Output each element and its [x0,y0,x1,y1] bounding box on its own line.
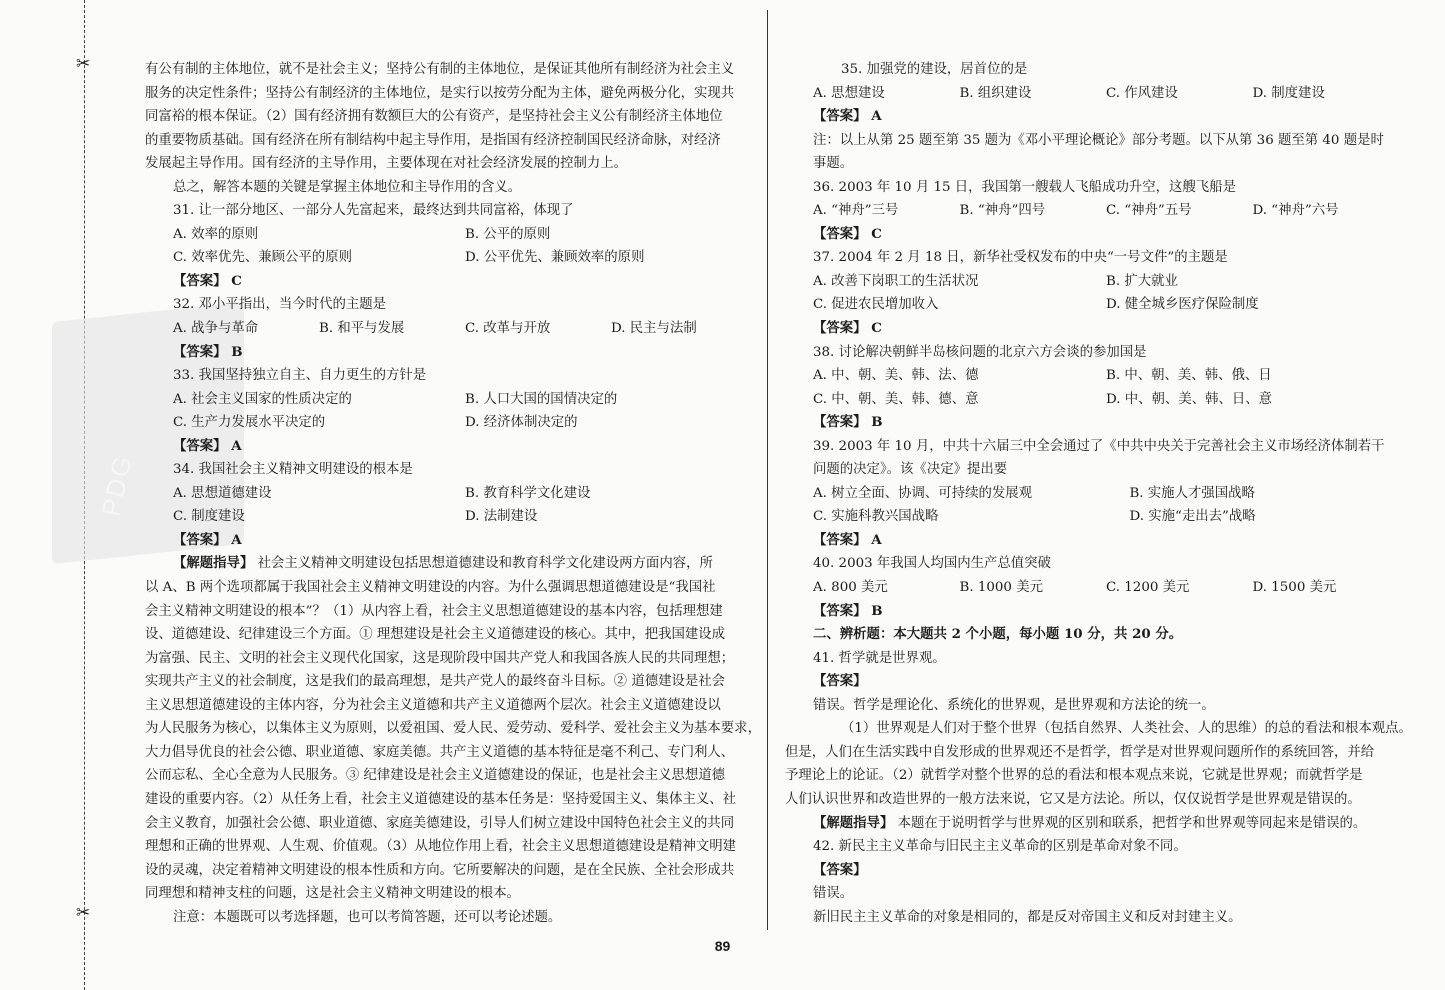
body-line: 公而忘私、全心全意为人民服务。③ 纪律建设是社会主义道德建设的保证，也是社会主义思想道德 [145,768,726,784]
option: D. 制度建设 [1252,85,1325,101]
answer-label: 【答案】 [813,861,867,878]
guide-paragraph [813,812,1399,836]
option: D. 经济体制决定的 [465,415,578,431]
option: C. 效率优先、兼顾公平的原则 [173,250,352,266]
question-stem: 33. 我国坚持独立自主、自力更生的方针是 [173,368,427,384]
body-line: 发展起主导作用。国有经济的主导作用，主要体现在对社会经济发展的控制力上。 [145,156,628,172]
body-line: 主义思想道德建设的主体内容，分为社会主义道德和共产主义道德两个层次。社会主义道德建设以 [145,697,721,713]
guide-label: 【解题指导】 [173,555,254,572]
question-stem: 35. 加强党的建设，居首位的是 [841,62,1028,77]
options-row [813,576,1399,600]
options-row [145,482,757,506]
option: A. 思想道德建设 [173,485,272,501]
body-line: 同理想和精神支柱的问题，这是社会主义精神文明建设的根本。 [145,886,520,902]
options-row [813,505,1399,529]
option: B. 教育科学文化建设 [465,485,591,501]
answer-verdict: 错误。 [813,886,854,902]
option: D. 中、朝、美、韩、日、意 [1106,391,1273,407]
question-stem: 32. 邓小平指出，当今时代的主题是 [173,297,387,313]
option: D. 民主与法制 [611,321,697,337]
question-stem: 42. 新民主主义革命与旧民主主义革命的区别是革命对象不同。 [813,839,1187,855]
option: C. 中、朝、美、韩、德、意 [813,391,979,407]
guide-text: 社会主义精神文明建设包括思想道德建设和教育科学文化建设两方面内容，所 [253,556,713,572]
note-line: 注意：本题既可以考选择题，也可以考简答题，还可以考论述题。 [173,909,562,925]
body-line: 实现共产主义的社会制度，这是我们的最高理想，是共产党人的最终奋斗目标。② 道德建设是社会 [145,674,726,690]
body-line: 新旧民主主义革命的对象是相同的，都是反对帝国主义和反对封建主义。 [813,909,1242,925]
answer-label: 【答案】 A [813,531,882,548]
option: C. 生产力发展水平决定的 [173,415,326,431]
answer-label: 【答案】 A [173,437,242,454]
body-line: 理想和正确的世界观、人生观、价值观。（3）从地位作用上看，社会主义思想道德建设是精神文明建 [145,839,737,855]
scissors-icon: ✂ [76,903,91,923]
option: A. 改善下岗职工的生活状况 [813,273,979,289]
body-line: 以 A、B 两个选项都属于我国社会主义精神文明建设的内容。为什么强调思想道德建设是“我国社 [145,580,716,596]
section-heading: 二、辨析题：本大题共 2 个小题，每小题 10 分，共 20 分。 [813,626,1183,643]
option: A. 中、朝、美、韩、法、德 [813,368,979,384]
question-stem: 31. 让一部分地区、一部分人先富起来，最终达到共同富裕，体现了 [173,203,574,219]
options-row [145,505,757,529]
option: B. 实施人才强国战略 [1129,485,1255,501]
answer-label: 【答案】 A [813,108,882,125]
question-stem: 36. 2003 年 10 月 15 日，我国第一艘载人飞船成功升空，这艘飞船是 [813,179,1236,195]
answer-label: 【答案】 [813,673,867,690]
options-row [145,317,757,341]
body-line: 会主义教育，加强社会公德、职业道德、家庭美德建设，引导人们树立建设中国特色社会主义的共同 [145,815,735,831]
question-stem: 40. 2003 年我国人均国内生产总值突破 [813,556,1051,572]
option: A. 思想建设 [813,85,885,101]
option: B. 公平的原则 [465,226,551,242]
body-line: 大力倡导优良的社会公德、职业道德、家庭美德。共产主义道德的基本特征是毫不利己、专门利人、 [145,744,735,760]
guide-paragraph [145,552,757,576]
options-row [813,482,1399,506]
option: A. 社会主义国家的性质决定的 [173,391,352,407]
question-stem: 37. 2004 年 2 月 18 日，新华社受权发布的中央“一号文件”的主题是 [813,250,1228,266]
options-row [813,388,1399,412]
option: A. “神舟”三号 [813,203,899,219]
body-line: 为富强、民主、文明的社会主义现代化国家，这是现阶段中国共产党人和我国各族人民的共同理想； [145,650,735,666]
option: B. 人口大国的国情决定的 [465,391,618,407]
option: C. 1200 美元 [1106,580,1190,596]
option: B. 中、朝、美、韩、俄、日 [1106,368,1272,384]
body-line: 但是，人们在生活实践中自发形成的世界观还不是哲学，哲学是对世界观问题所作的系统回答，并给 [785,744,1375,760]
guide-text: 本题在于说明哲学与世界观的区别和联系，把哲学和世界观等同起来是错误的。 [893,815,1367,831]
option: D. “神舟”六号 [1252,203,1339,219]
body-line: 予理论上的论证。（2）就哲学对整个世界的总的看法和根本观点来说，它就是世界观；而就哲学是 [785,768,1363,784]
option: B. 扩大就业 [1106,273,1178,289]
option: C. 作风建设 [1106,85,1178,101]
options-row [145,223,757,247]
summary-line: 总之，解答本题的关键是掌握主体地位和主导作用的含义。 [173,179,522,195]
answer-label: 【答案】 C [173,272,242,289]
left-column [145,58,761,929]
option: A. 效率的原则 [173,226,259,242]
body-line: 有公有制的主体地位，就不是社会主义；坚持公有制的主体地位，是保证其他所有制经济为社会主义 [145,62,735,77]
option: D. 公平优先、兼顾效率的原则 [465,250,645,266]
note-line: 注：以上从第 25 题至第 35 题为《邓小平理论概论》部分考题。以下从第 36 题至第 40 题是时 [813,132,1384,148]
question-stem: 38. 讨论解决朝鲜半岛核问题的北京六方会谈的参加国是 [813,344,1147,360]
option: D. 法制建设 [465,509,538,525]
option: B. 1000 美元 [959,580,1043,596]
option: C. “神舟”五号 [1106,203,1192,219]
option: B. “神舟”四号 [959,203,1046,219]
option: C. 制度建设 [173,509,245,525]
body-line: （1）世界观是人们对于整个世界（包括自然界、人类社会、人的思维）的总的看法和根本观点。 [841,721,1412,737]
page-number: 89 [714,938,731,954]
option: C. 促进农民增加收入 [813,297,939,313]
option: C. 实施科教兴国战略 [813,509,939,525]
body-line: 设、道德建设、纪律建设三个方面。① 理想建设是社会主义道德建设的核心。其中，把我国建设成 [145,627,726,643]
answer-label: 【答案】 B [813,602,883,619]
body-line: 建设的重要内容。（2）从任务上看，社会主义道德建设的基本任务是：坚持爱国主义、集体主义、社 [145,791,737,807]
options-row [813,270,1399,294]
scissors-icon: ✂ [76,54,91,74]
answer-label: 【答案】 B [173,343,243,360]
option: C. 改革与开放 [465,321,551,337]
right-column [785,58,1412,929]
option: A. 战争与革命 [173,321,259,337]
body-line: 设的灵魂，决定着精神文明建设的根本性质和方向。它所要解决的问题，是在全民族、全社会形成共 [145,862,735,878]
body-line: 服务的决定性条件；坚持公有制经济的主体地位，是实行以按劳分配为主体，避免两极分化，实现共 [145,85,735,101]
watermark-text: PDG [95,451,138,520]
option: B. 和平与发展 [319,321,405,337]
option: B. 组织建设 [959,85,1032,101]
body-line: 的重要物质基础。国有经济在所有制结构中起主导作用，是指国有经济控制国民经济命脉，对经济 [145,132,721,148]
option: A. 树立全面、协调、可持续的发展观 [813,485,1033,501]
body-line: 为人民服务为核心，以集体主义为原则，以爱祖国、爱人民、爱劳动、爱科学、爱社会主义为基本要求， [145,721,761,737]
options-row [813,293,1399,317]
options-row [813,364,1399,388]
options-row [145,388,757,412]
answer-label: 【答案】 C [813,320,882,337]
body-line: 会主义精神文明建设的根本”？（1）从内容上看，社会主义思想道德建设的基本内容，包括理想建 [145,603,723,619]
question-stem: 39. 2003 年 10 月，中共十六届三中全会通过了《中共中央关于完善社会主义市场经济体制若干 [813,438,1385,454]
options-row [813,82,1399,106]
option: D. 健全城乡医疗保险制度 [1106,297,1259,313]
answer-verdict: 错误。哲学是理论化、系统化的世界观，是世界观和方法论的统一。 [813,697,1215,713]
option: D. 实施“走出去”战略 [1129,509,1256,525]
guide-label: 【解题指导】 [813,814,894,831]
options-row [813,199,1399,223]
body-line: 同富裕的根本保证。（2）国有经济拥有数额巨大的公有资产，是坚持社会主义公有制经济主体地位 [145,109,723,125]
question-stem: 问题的决定》。该《决定》提出要 [813,462,1008,478]
answer-label: 【答案】 B [813,414,883,431]
question-stem: 34. 我国社会主义精神文明建设的根本是 [173,462,413,478]
note-line: 事题。 [813,156,854,172]
question-stem: 41. 哲学就是世界观。 [813,650,946,666]
options-row [145,246,757,270]
option: A. 800 美元 [813,580,888,596]
answer-label: 【答案】 A [173,531,242,548]
column-divider [767,10,768,930]
answer-label: 【答案】 C [813,225,882,242]
body-line: 人们认识世界和改造世界的一般方法来说，它又是方法论。所以，仅仅说哲学是世界观是错误的。 [785,791,1361,807]
option: D. 1500 美元 [1252,580,1337,596]
options-row [145,411,757,435]
